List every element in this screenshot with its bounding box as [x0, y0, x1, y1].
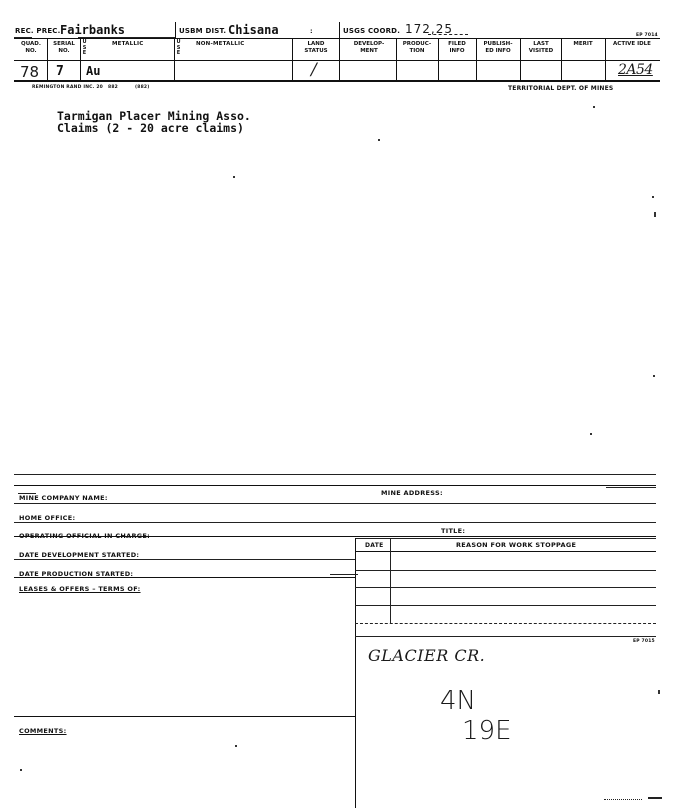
stoppage-header-bottom [355, 551, 656, 552]
col-active-idle: ACTIVE IDLE [613, 41, 651, 47]
col-nonmetallic: NON-METALLIC [196, 41, 245, 47]
usgs-coord-value: 172,25 [405, 22, 453, 36]
department-name: TERRITORIAL DEPT. OF MINES [508, 85, 614, 92]
scan-speck [235, 745, 237, 747]
col-use-metallic: U S E [82, 39, 87, 56]
title-label: TITLE: [441, 527, 466, 535]
description-line-2: Claims (2 - 20 acre claims) [57, 121, 244, 135]
address-tick [606, 487, 656, 488]
handwritten-range: 19E [462, 716, 512, 746]
col-sep-merit [561, 38, 562, 80]
footer-rule-6 [14, 559, 355, 560]
col-sep-active [605, 38, 606, 80]
stoppage-reason-header: REASON FOR WORK STOPPAGE [456, 541, 577, 549]
col-filed-info: FILED INFO [448, 41, 466, 54]
stoppage-header-top [355, 538, 656, 539]
col-merit: MERIT [573, 41, 593, 47]
row-active-idle: 2A54 [618, 62, 653, 78]
usbm-dist-value: Chisana [228, 23, 279, 37]
scan-speck [652, 196, 654, 198]
mine-address-label: MINE ADDRESS: [381, 489, 443, 497]
scan-speck [658, 690, 660, 694]
company-strike [18, 493, 36, 494]
date-development-label: DATE DEVELOPMENT STARTED: [19, 551, 140, 559]
stoppage-row-2 [355, 587, 656, 588]
col-sep-use1 [80, 38, 81, 80]
coord-underline [428, 34, 468, 35]
comments-label: COMMENTS: [19, 727, 67, 735]
col-land-status: LAND STATUS [304, 41, 328, 54]
col-sep-land [292, 38, 293, 80]
scan-speck [653, 375, 655, 377]
scan-speck [20, 769, 22, 771]
col-production: PRODUC- TION [402, 41, 432, 54]
col-sep-serial [47, 38, 48, 80]
stoppage-date-header: DATE [365, 542, 384, 549]
description-line-1: Tarmigan Placer Mining Asso. [57, 109, 251, 123]
scan-speck [590, 433, 592, 435]
handwritten-township: 4N [440, 686, 476, 716]
form-number-bottom: EP 7015 [633, 639, 655, 644]
row-serial-no: 7 [56, 64, 64, 79]
footer-rule-top [14, 474, 656, 475]
handwritten-location: GLACIER CR. [368, 646, 486, 665]
footer-rule-7 [14, 577, 355, 578]
colon-mark: : [310, 27, 313, 35]
mine-company-name-label: MINE COMPANY NAME: [19, 494, 108, 502]
stoppage-row-5 [355, 636, 656, 637]
scan-smudge [604, 799, 642, 800]
col-quad-no: QUAD. NO. [21, 41, 41, 54]
col-serial-no: SERIAL NO. [53, 41, 75, 54]
rec-prec-value: Fairbanks [60, 23, 126, 37]
col-sep-last [520, 38, 521, 80]
scan-speck [593, 106, 595, 108]
col-published-info: PUBLISH- ED INFO [483, 41, 513, 54]
form-number-top: EP 7014 [636, 33, 658, 38]
rec-prec-underline [78, 37, 175, 38]
top-sep-2 [339, 22, 340, 38]
row-quad-no: 78 [20, 63, 40, 81]
row-land-status: / [311, 60, 317, 80]
usbm-dist-label: USBM DIST. [179, 27, 227, 35]
prod-short-rule [330, 574, 358, 575]
col-sep-pub [476, 38, 477, 80]
scan-speck [378, 139, 380, 141]
col-use-nonmetallic: U S E [176, 39, 181, 56]
col-development: DEVELOP- MENT [353, 41, 385, 54]
col-sep-prod [396, 38, 397, 80]
stoppage-row-4 [355, 623, 656, 624]
printer-code-1: 882 [108, 85, 118, 90]
header-rule-stub [14, 37, 32, 38]
footer-rule-2 [14, 485, 656, 486]
footer-rule-5 [14, 536, 656, 537]
col-sep-use2 [174, 38, 175, 80]
printer-imprint: REMINGTON RAND INC. 20 [32, 85, 103, 90]
stoppage-date-sep [390, 538, 391, 624]
footer-rule-4 [14, 522, 656, 523]
row-metallic: Au [86, 64, 101, 78]
stoppage-left-edge [355, 538, 356, 808]
date-production-label: DATE PRODUCTION STARTED: [19, 570, 134, 578]
operating-official-label: OPERATING OFFICIAL IN CHARGE: [19, 532, 151, 540]
home-office-label: HOME OFFICE: [19, 514, 76, 522]
footer-rule-3 [14, 503, 656, 504]
usgs-coord-label: USGS COORD. [343, 27, 401, 35]
col-metallic: METALLIC [112, 41, 144, 47]
stoppage-row-3 [355, 605, 656, 606]
col-last-visited: LAST VISITED [528, 41, 554, 54]
scan-smudge [648, 797, 662, 799]
top-sep-1 [175, 22, 176, 38]
col-sep-dev [339, 38, 340, 80]
header-rule-mid [14, 60, 660, 61]
printer-code-2: (882) [135, 85, 150, 90]
rec-prec-label: REC. PREC. [15, 27, 61, 35]
leases-offers-label: LEASES & OFFERS – TERMS OF: [19, 585, 141, 593]
comments-rule [14, 716, 355, 717]
header-rule-top [14, 38, 660, 39]
header-rule-bottom [14, 80, 660, 82]
scan-speck [654, 212, 656, 217]
stoppage-row-1 [355, 570, 656, 571]
col-sep-filed [438, 38, 439, 80]
scan-speck [233, 176, 235, 178]
